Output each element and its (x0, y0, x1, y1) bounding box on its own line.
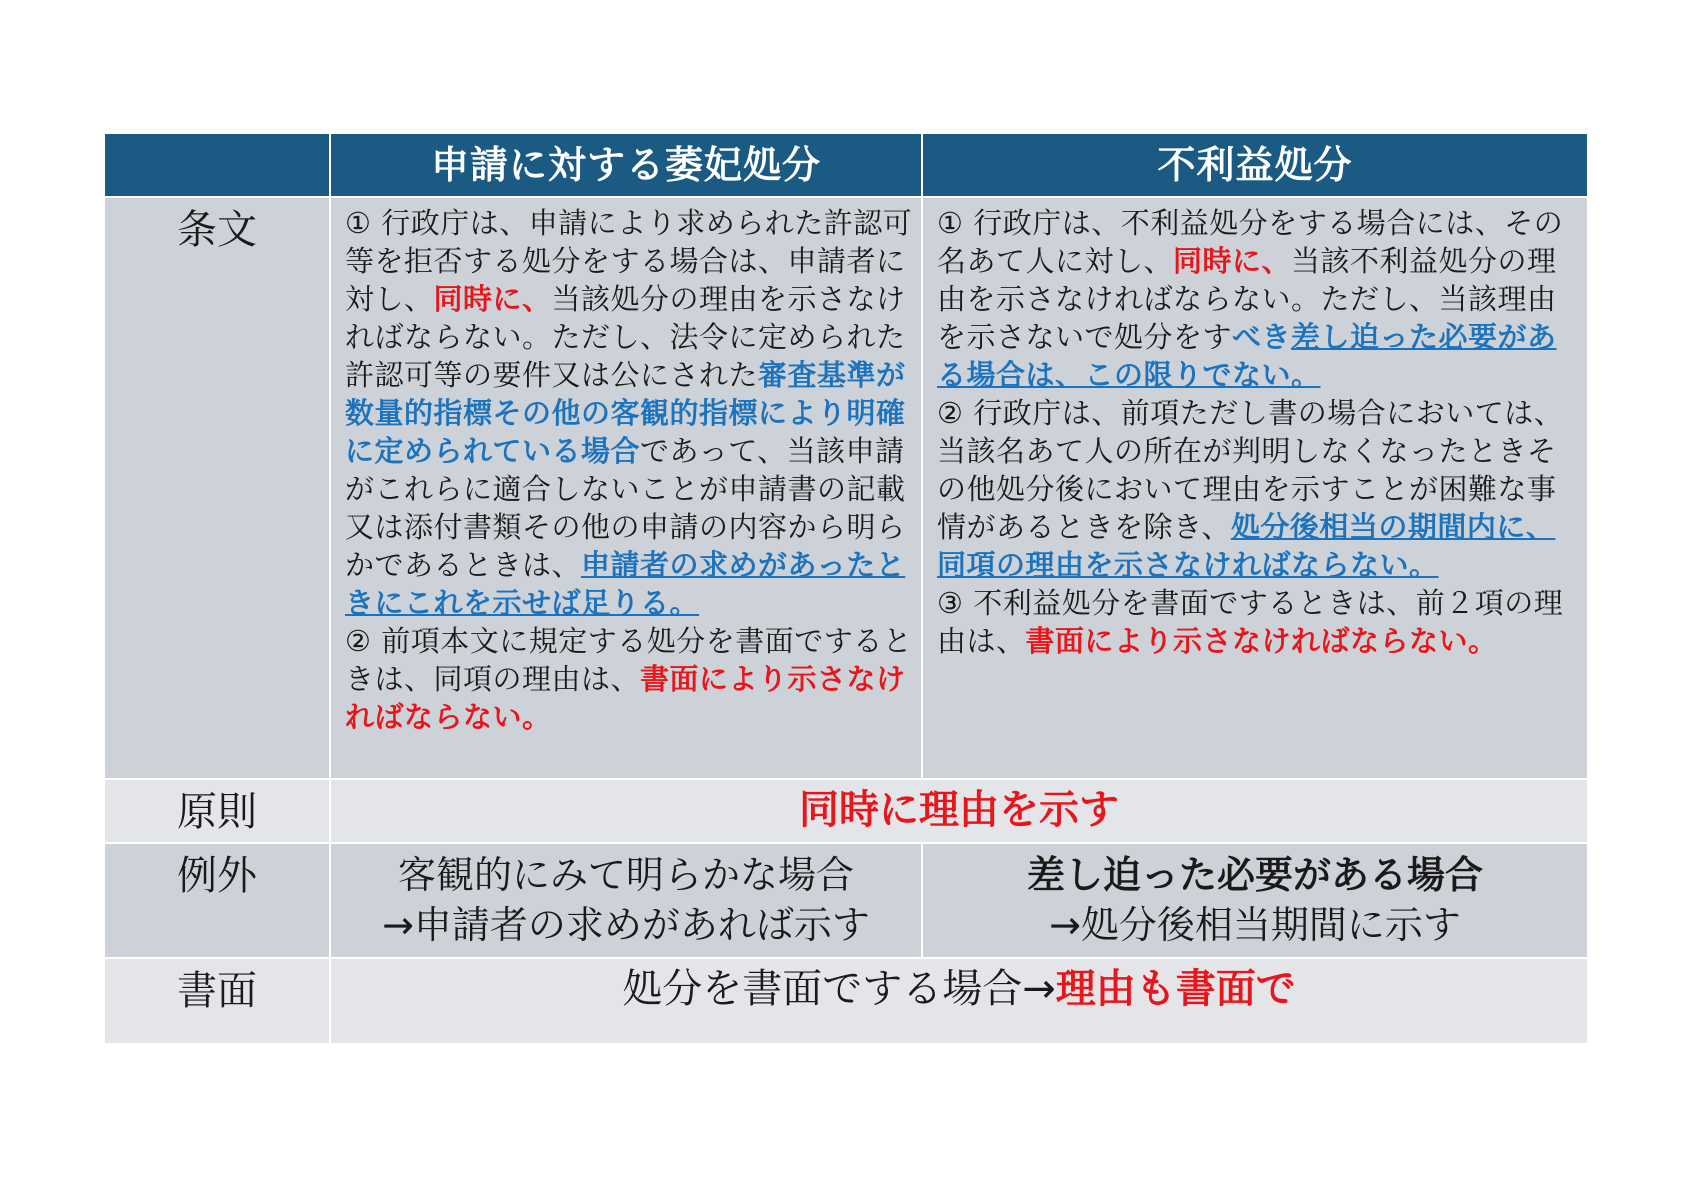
text-segment: 同時に、 (1173, 244, 1292, 278)
text-segment: 同時に、 (433, 282, 552, 316)
text-segment: であって、当該申請がこれらに適合しないことが申請書の記載又は添付書類その他の申請の内容から明らかであるときは、 (345, 434, 906, 582)
article-left-para-2 (345, 622, 913, 736)
document-cell (330, 958, 1588, 1044)
row-label-document: 書面 (104, 958, 330, 1044)
text-segment: 審査基準が数量的指標その他の客観的指標により明確に定められている場合 (345, 358, 906, 468)
text-segment: ① 行政庁は、不利益処分をする場合には、その名あて人に対し、 (937, 206, 1564, 278)
article-right-cell (922, 197, 1588, 779)
text-segment: 書面により示さなければならない。 (1025, 624, 1498, 658)
row-label-article: 条文 (104, 197, 330, 779)
exception-right-cell (922, 843, 1588, 958)
row-exception (104, 843, 1588, 958)
text-segment: ③ 不利益処分を書面でするときは、前２項の理由は、 (937, 586, 1564, 658)
document-text (331, 959, 1587, 1015)
text-segment: ② 行政庁は、前項ただし書の場合においては、当該名あて人の所在が判明しなくなったときその他処分後において理由を示すことが困難な事情があるときを除き、 (937, 396, 1564, 544)
row-label-exception: 例外 (104, 843, 330, 958)
principle-text: 同時に理由を示す (799, 787, 1119, 833)
comparison-table (103, 132, 1589, 1045)
text-segment: 当該不利益処分の理由を示さなければならない。ただし、当該理由を示さないで処分をす (937, 244, 1557, 354)
article-left-para-1 (345, 204, 913, 622)
text-segment: べき (1232, 320, 1292, 354)
text-segment: ① 行政庁は、申請により求められた許認可等を拒否する処分をする場合は、申請者に対し、 (345, 206, 913, 316)
document-text-red: 理由も書面で (1055, 966, 1296, 1012)
header-empty (104, 133, 330, 197)
exception-right-line-2: →処分後相当期間に示す (1049, 903, 1461, 947)
article-right-para-3 (937, 584, 1579, 660)
text-segment: 書面により示さなければならない。 (345, 662, 906, 734)
exception-left-line-2: →申請者の求めがあれば示す (382, 903, 870, 947)
exception-left-line-1: 客観的にみて明らかな場合 (397, 853, 854, 897)
header-row (104, 133, 1588, 197)
exception-right-line-1: 差し迫った必要がある場合 (1026, 853, 1483, 897)
text-segment: ② 前項本文に規定する処分を書面でするときは、同項の理由は、 (345, 624, 913, 696)
row-article (104, 197, 1588, 779)
text-segment: 処分後相当の期間内に、同項の理由を示さなければならない。 (937, 510, 1556, 582)
exception-left-cell (330, 843, 922, 958)
row-label-principle: 原則 (104, 779, 330, 843)
text-segment: 当該処分の理由を示さなければならない。ただし、法令に定められた許認可等の要件又は公にされた (345, 282, 906, 392)
text-segment: 申請者の求めがあったときにこれを示せば足りる。 (345, 548, 906, 620)
document-text-plain: 処分を書面でする場合→ (622, 966, 1056, 1012)
principle-cell (330, 779, 1588, 843)
row-document (104, 958, 1588, 1044)
article-right-para-2 (937, 394, 1579, 584)
article-right-para-1 (937, 204, 1579, 394)
text-segment: 差し迫った必要がある場合は、この限りでない。 (937, 320, 1557, 392)
header-adverse-disposition: 不利益処分 (922, 133, 1588, 197)
article-left-cell (330, 197, 922, 779)
header-application-denial: 申請に対する萎妃処分 (330, 133, 922, 197)
row-principle (104, 779, 1588, 843)
